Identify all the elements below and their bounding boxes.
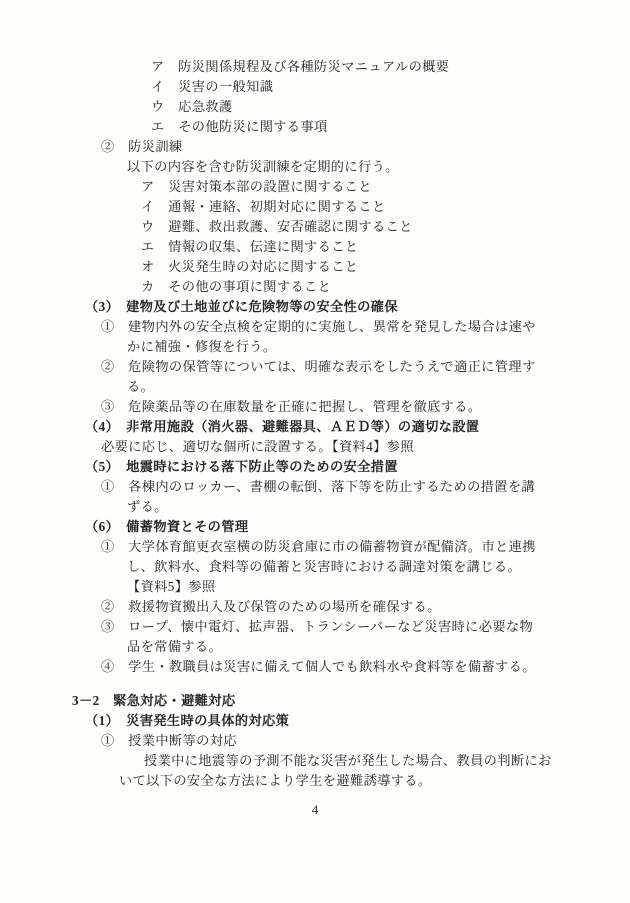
doc-line: イ 災害の一般知識 xyxy=(151,79,274,94)
doc-line: ① 各棟内のロッカー、書棚の転倒、落下等を防止するための措置を講 xyxy=(101,479,536,494)
doc-line: 3－2 緊急対応・避難対応 xyxy=(72,693,236,708)
doc-line: ウ 避難、救出救護、安否確認に関すること xyxy=(141,219,413,234)
doc-line: （1） 災害発生時の具体的対応策 xyxy=(85,713,290,728)
doc-line: ③ ロープ、懐中電灯、拡声器、トランシーバーなど災害時に必要な物 xyxy=(101,619,534,634)
doc-line: ④ 学生・教職員は災害に備えて個人でも飲料水や食料等を備蓄する。 xyxy=(101,659,536,674)
doc-line: 授業中に地震等の予測不能な災害が発生した場合、教員の判断にお xyxy=(144,753,552,768)
doc-line: （6） 備蓄物資とその管理 xyxy=(85,519,249,534)
doc-line: ② 防災訓練 xyxy=(101,139,183,154)
doc-line: ② 救援物資搬出入及び保管のための場所を確保する。 xyxy=(101,599,441,614)
doc-line: エ その他防災に関する事項 xyxy=(151,119,328,134)
doc-line: ② 危険物の保管等については、明確な表示をしたうえで適正に管理す xyxy=(101,359,536,374)
doc-line: （5） 地震時における落下防止等のための安全措置 xyxy=(85,459,398,474)
doc-line: イ 通報・連絡、初期対応に関すること xyxy=(141,199,386,214)
doc-line: ① 大学体育館更衣室横の防災倉庫に市の備蓄物資が配備済。市と連携 xyxy=(101,539,536,554)
doc-line: ウ 応急救護 xyxy=(151,99,233,114)
doc-line: し、飲料水、食料等の備蓄と災害時における調達対策を講じる。 xyxy=(127,559,522,574)
doc-spacer xyxy=(0,677,630,691)
doc-line: かに補強・修復を行う。 xyxy=(127,339,277,354)
doc-line: 【資料5】参照 xyxy=(127,579,216,594)
doc-line: いて以下の安全な方法により学生を避難誘導する。 xyxy=(119,773,432,788)
doc-line: エ 情報の収集、伝達に関すること xyxy=(141,239,359,254)
doc-line: ① 建物内外の安全点検を定期的に実施し、異常を発見した場合は速や xyxy=(101,319,536,334)
doc-line: カ その他の事項に関すること xyxy=(141,279,332,294)
document-body xyxy=(0,57,630,791)
doc-line: ア 災害対策本部の設置に関すること xyxy=(141,179,372,194)
doc-line: ① 授業中断等の対応 xyxy=(101,733,237,748)
doc-line: る。 xyxy=(127,379,155,394)
doc-line: （4） 非常用施設（消火器、避難器具、ＡＥＤ等）の適切な設置 xyxy=(85,419,480,434)
doc-line: ③ 危険薬品等の在庫数量を正確に把握し、管理を徹底する。 xyxy=(101,399,482,414)
doc-line: 以下の内容を含む防災訓練を定期的に行う。 xyxy=(127,159,399,174)
doc-line: ずる。 xyxy=(127,499,168,514)
doc-line: 必要に応じ、適切な個所に設置する。【資料4】参照 xyxy=(101,439,414,454)
doc-line: オ 火災発生時の対応に関すること xyxy=(141,259,359,274)
doc-line: ア 防災関係規程及び各種防災マニュアルの概要 xyxy=(151,59,450,74)
doc-line: （3） 建物及び土地並びに危険物等の安全性の確保 xyxy=(85,299,398,314)
doc-line: 品を常備する。 xyxy=(127,639,223,654)
page-number: 4 xyxy=(311,802,319,817)
